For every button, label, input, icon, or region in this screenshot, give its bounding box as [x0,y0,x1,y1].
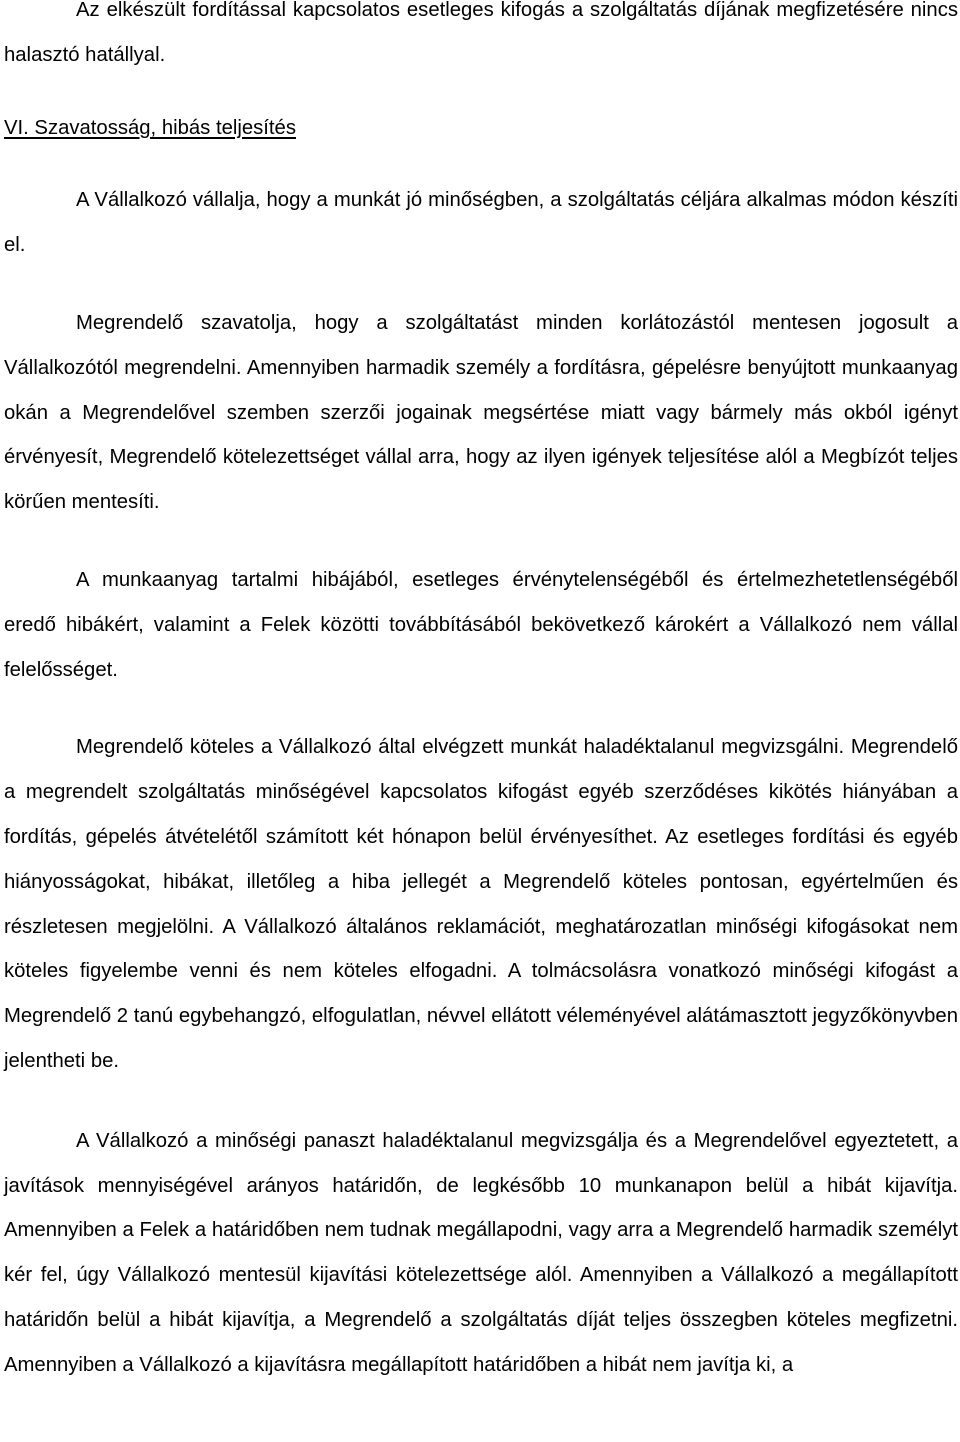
section-title: VI. Szavatosság, hibás teljesítés [4,116,296,139]
paragraph-quality-commitment: A Vállalkozó vállalja, hogy a munkát jó minőségben, a szolgáltatás céljára alkalmas módon készíti el. [4,189,958,257]
paragraph-inspection-complaints: Megrendelő köteles a Vállalkozó által elvégzett munkát haladéktalanul megvizsgálni. Megrendelő a megrendelt szolgáltatás minőségével kapcsolatos kifogást egyéb szerződéses kikötés hiányában a fordítás, gépelés átvételétől számított két hónapon belül érvényesíthet. Az esetleges fordítási és egyéb hiányosságokat, hibákat, illetőleg a hiba jellegét a Megrendelő köteles pontosan, egyértelműen és részletesen megjelölni. A Vállalkozó általános reklamációt, meghatározatlan minőségi kifogásokat nem köteles figyelembe venni és nem köteles elfogadni. A tolmácsolásra vonatkozó minőségi kifogást a Megrendelő 2 tanú egybehangzó, elfogulatlan, névvel ellátott véleményével alátámasztott jegyzőkönyvben jelentheti be. [4,736,958,1072]
document-page [4,0,958,1388]
paragraph-liability-exclusion: A munkaanyag tartalmi hibájából, esetleges érvénytelenségéből és értelmezhetetlenségéből eredő hibákért, valamint a Felek közötti továbbításából bekövetkező károkért a Vállalkozó nem vállal felelősséget. [4,568,958,681]
paragraph-payment-objection: Az elkészült fordítással kapcsolatos esetleges kifogás a szolgáltatás díjának megfizetésére nincs halasztó hatállyal. [4,0,958,66]
paragraph-rights-warranty: Megrendelő szavatolja, hogy a szolgáltatást minden korlátozástól mentesen jogosult a Vállalkozótól megrendelni. Amennyiben harmadik személy a fordításra, gépelésre benyújtott munkaanyag okán a Megrendelővel szemben szerzői jogainak megsértése miatt vagy bármely más okból igényt érvényesít, Megrendelő kötelezettséget vállal arra, hogy az ilyen igények teljesítése alól a Megbízót teljes körűen mentesíti. [4,311,958,514]
paragraph-defect-repair: A Vállalkozó a minőségi panaszt haladéktalanul megvizsgálja és a Megrendelővel egyeztetett, a javítások mennyiségével arányos határidőn, de legkésőbb 10 munkanapon belül a hibát kijavítja. Amennyiben a Felek a határidőben nem tudnak megállapodni, vagy arra a Megrendelő harmadik személyt kér fel, úgy Vállalkozó mentesül kijavítási kötelezettsége alól. Amennyiben a Vállalkozó a megállapított határidőn belül a hibát kijavítja, a Megrendelő a szolgáltatás díját teljes összegben köteles megfizetni. Amennyiben a Vállalkozó a kijavításra megállapított határidőben a hibát nem javítja ki, a [4,1129,958,1376]
